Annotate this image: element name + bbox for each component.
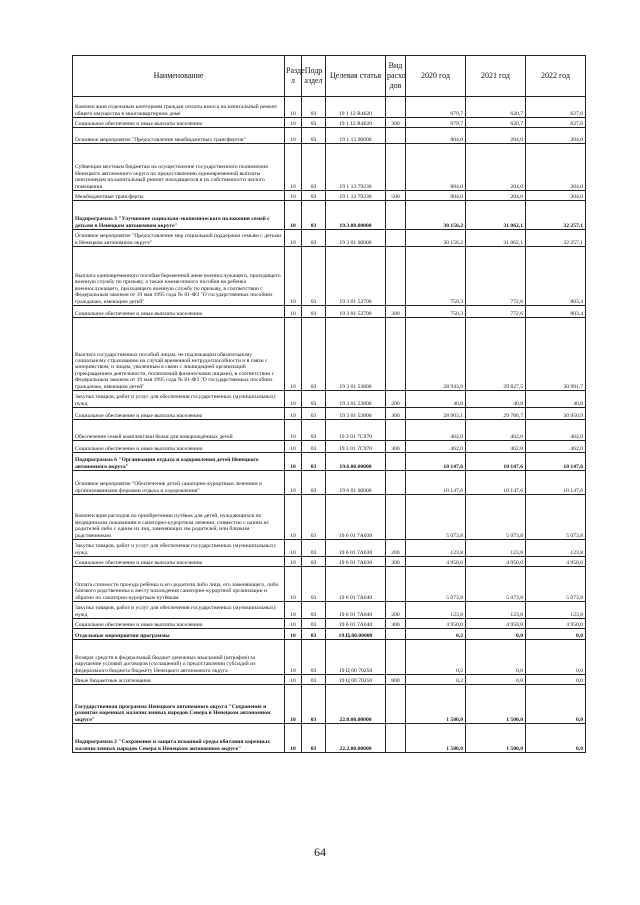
cell-2020: 804,0 <box>406 144 466 191</box>
cell-celevaya: 19 3 01 52700 <box>326 306 386 318</box>
cell-razdel: 10 <box>285 318 302 391</box>
cell-2020: 0,2 <box>406 629 466 640</box>
cell-2021: 204,0 <box>466 191 526 201</box>
cell-name: Субвенции местным бюджетам на осуществление государственного полномочия Ненецкого автономного округа по предоставлению единовременной выплаты пенсионерам на капитальный ремонт находящегося в их собственности жилого помещения <box>73 144 285 191</box>
table-body <box>73 97 586 753</box>
cell-vid <box>386 144 406 191</box>
cell-2021: 4 950,0 <box>466 557 526 567</box>
cell-celevaya: 19 3 01 53800 <box>326 318 386 391</box>
cell-name: Обеспечение семей комплектами белья для новорождённых детей <box>73 420 285 441</box>
table-row <box>73 247 586 306</box>
cell-celevaya: 19 6 01 7А030 <box>326 540 386 557</box>
cell-name: Закупка товаров, работ и услуг для обеспечения государственных (муниципальных) нужд <box>73 602 285 619</box>
cell-podrazdel: 03 <box>302 495 326 540</box>
cell-vid: 300 <box>386 306 406 318</box>
cell-2020: 979,7 <box>406 97 466 118</box>
cell-vid <box>386 724 406 753</box>
cell-vid <box>386 471 406 495</box>
cell-razdel: 10 <box>285 557 302 567</box>
cell-2022: 40,8 <box>526 391 586 408</box>
cell-2020: 750,3 <box>406 306 466 318</box>
table-row <box>73 191 586 201</box>
table-row <box>73 318 586 391</box>
cell-celevaya: 19.6.00.00000 <box>326 453 386 471</box>
cell-name: Социальное обеспечение и иные выплаты населению <box>73 306 285 318</box>
table-row <box>73 306 586 318</box>
cell-name: Выплата государственных пособий лицам, не подлежащим обязательному социальному страхованию на случай временной нетрудоспособности и в связи с материнством, и лицам, уволенным в связи с ликвидацией организаций (прекращением деятельности, полномочий физическими лицами), в соответствии с Федеральным законом от 19 мая 1995 года № 81-ФЗ "О государственных пособиях гражданам, имеющим детей" <box>73 318 285 391</box>
cell-podrazdel: 03 <box>302 201 326 230</box>
cell-vid: 200 <box>386 540 406 557</box>
cell-podrazdel: 03 <box>302 602 326 619</box>
cell-2022: 0,0 <box>526 629 586 640</box>
cell-name: Компенсация расходов по приобретению путёвок для детей, нуждающихся по медицинским показаниям в санаторно-курортном лечении, совместно с одним из родителей либо с одним из лиц, заменяющих им родителей, или близким родственником <box>73 495 285 540</box>
cell-2022: 4 950,0 <box>526 557 586 567</box>
cell-2020: 123,8 <box>406 602 466 619</box>
cell-2020: 804,0 <box>406 191 466 201</box>
cell-podrazdel: 03 <box>302 471 326 495</box>
cell-name: Социальное обеспечение и иные выплаты населению <box>73 408 285 420</box>
cell-razdel: 10 <box>285 453 302 471</box>
cell-2021: 0,0 <box>466 675 526 685</box>
cell-2022: 0,0 <box>526 685 586 724</box>
table-row <box>73 391 586 408</box>
col-header-2021: 2021 год <box>466 56 526 97</box>
cell-2020: 1 500,0 <box>406 724 466 753</box>
cell-2021: 462,0 <box>466 420 526 441</box>
cell-2020: 40,8 <box>406 391 466 408</box>
cell-celevaya: 19 6 01 00000 <box>326 471 386 495</box>
cell-name: Основное мероприятие "Предоставление мер социальной поддержки семьям с детьми в Ненецком автономном округе" <box>73 230 285 247</box>
cell-vid: 800 <box>386 675 406 685</box>
cell-razdel: 10 <box>285 420 302 441</box>
cell-2022: 803,4 <box>526 247 586 306</box>
cell-2021: 5 073,8 <box>466 495 526 540</box>
cell-2021: 772,6 <box>466 306 526 318</box>
budget-table <box>72 55 586 753</box>
table-row <box>73 201 586 230</box>
cell-name: Иные бюджетные ассигнования <box>73 675 285 685</box>
table-header-row <box>73 56 586 97</box>
cell-podrazdel: 03 <box>302 453 326 471</box>
cell-2022: 32 257,1 <box>526 201 586 230</box>
cell-razdel: 10 <box>285 602 302 619</box>
cell-podrazdel: 03 <box>302 306 326 318</box>
cell-celevaya: 19 Ц 00 70250 <box>326 675 386 685</box>
cell-2020: 28 943,9 <box>406 318 466 391</box>
cell-2021: 620,7 <box>466 118 526 128</box>
cell-razdel: 10 <box>285 118 302 128</box>
cell-2020: 10 147,6 <box>406 471 466 495</box>
cell-2022: 123,8 <box>526 602 586 619</box>
cell-podrazdel: 03 <box>302 420 326 441</box>
cell-2020: 30 156,2 <box>406 201 466 230</box>
cell-2021: 772,6 <box>466 247 526 306</box>
cell-podrazdel: 03 <box>302 629 326 640</box>
cell-2022: 30 991,7 <box>526 318 586 391</box>
cell-2022: 0,0 <box>526 640 586 675</box>
cell-celevaya: 19.3.00.00000 <box>326 201 386 230</box>
cell-podrazdel: 03 <box>302 191 326 201</box>
table-row <box>73 724 586 753</box>
cell-podrazdel: 03 <box>302 230 326 247</box>
table-row <box>73 675 586 685</box>
cell-razdel: 10 <box>285 247 302 306</box>
cell-2021: 0,0 <box>466 640 526 675</box>
cell-2020: 5 073,8 <box>406 567 466 602</box>
cell-vid <box>386 629 406 640</box>
cell-2022: 204,0 <box>526 144 586 191</box>
cell-celevaya: 19 6 01 7А030 <box>326 495 386 540</box>
cell-podrazdel: 03 <box>302 318 326 391</box>
table-row <box>73 557 586 567</box>
cell-vid <box>386 247 406 306</box>
cell-2022: 10 147,6 <box>526 453 586 471</box>
cell-2020: 750,3 <box>406 247 466 306</box>
cell-celevaya: 19 3 01 52700 <box>326 247 386 306</box>
cell-2020: 4 950,0 <box>406 557 466 567</box>
cell-2021: 29 827,5 <box>466 318 526 391</box>
cell-razdel: 10 <box>285 306 302 318</box>
cell-name: Межбюджетные трансферты <box>73 191 285 201</box>
cell-celevaya: 19 3 01 7С970 <box>326 420 386 441</box>
table-row <box>73 441 586 453</box>
table-row <box>73 495 586 540</box>
cell-celevaya: 22.0.00.00000 <box>326 685 386 724</box>
cell-podrazdel: 03 <box>302 685 326 724</box>
cell-podrazdel: 03 <box>302 567 326 602</box>
table-row <box>73 144 586 191</box>
cell-2022: 32 257,1 <box>526 230 586 247</box>
cell-name: Выплата единовременного пособия беременной жене военнослужащего, проходящего военную службу по призыву, а также ежемесячного пособия на ребенка военнослужащего, проходящего военную службу по призыву, в соответствии с Федеральным законом от 19 мая 1995 года № 81-ФЗ "О государственных пособиях гражданам, имеющим детей" <box>73 247 285 306</box>
col-header-celevaya: Целевая статья <box>326 56 386 97</box>
table-row <box>73 540 586 557</box>
cell-vid: 300 <box>386 441 406 453</box>
cell-podrazdel: 03 <box>302 675 326 685</box>
cell-vid: 300 <box>386 408 406 420</box>
cell-2020: 0,2 <box>406 675 466 685</box>
cell-2022: 204,0 <box>526 191 586 201</box>
cell-razdel: 10 <box>285 97 302 118</box>
cell-podrazdel: 03 <box>302 118 326 128</box>
table-row <box>73 640 586 675</box>
cell-vid: 300 <box>386 118 406 128</box>
cell-celevaya: 19 3 01 53800 <box>326 408 386 420</box>
cell-vid <box>386 567 406 602</box>
cell-name: Основное мероприятие "Обеспечение детей санаторно-курортным лечением и организованными формами отдыха и оздоровления" <box>73 471 285 495</box>
cell-razdel: 10 <box>285 230 302 247</box>
cell-celevaya: 19 3 01 00000 <box>326 230 386 247</box>
cell-name: Компенсация отдельным категориям граждан оплаты взноса на капитальный ремонт общего имущества в многоквартирном доме <box>73 97 285 118</box>
cell-celevaya: 19.Ц.00.00000 <box>326 629 386 640</box>
cell-2021: 4 950,0 <box>466 619 526 629</box>
cell-razdel: 10 <box>285 495 302 540</box>
cell-vid: 500 <box>386 191 406 201</box>
cell-name: Социальное обеспечение и иные выплаты населению <box>73 441 285 453</box>
cell-name: Подпрограмма 3 "Улучшение социально-экономического положения семей с детьми в Ненецком автономном округе" <box>73 201 285 230</box>
cell-razdel: 10 <box>285 144 302 191</box>
cell-2020: 123,8 <box>406 540 466 557</box>
cell-podrazdel: 03 <box>302 724 326 753</box>
page-number: 64 <box>314 845 326 859</box>
cell-2021: 123,8 <box>466 602 526 619</box>
cell-2020: 462,0 <box>406 420 466 441</box>
table-row <box>73 408 586 420</box>
cell-vid <box>386 230 406 247</box>
table-row <box>73 567 586 602</box>
table-row <box>73 97 586 118</box>
cell-name: Социальное обеспечение и иные выплаты населению <box>73 619 285 629</box>
cell-2022: 5 073,8 <box>526 567 586 602</box>
cell-name: Подпрограмма 6 "Организация отдыха и оздоровления детей Ненецкого автономного округа" <box>73 453 285 471</box>
cell-vid <box>386 453 406 471</box>
cell-razdel: 10 <box>285 391 302 408</box>
cell-razdel: 10 <box>285 441 302 453</box>
table-row <box>73 118 586 128</box>
cell-razdel: 10 <box>285 629 302 640</box>
cell-2020: 30 156,2 <box>406 230 466 247</box>
cell-celevaya: 19 1 13 00000 <box>326 128 386 144</box>
cell-name: Социальное обеспечение и иные выплаты населению <box>73 118 285 128</box>
table-row <box>73 685 586 724</box>
table-row <box>73 453 586 471</box>
cell-celevaya: 19 6 01 7А040 <box>326 602 386 619</box>
cell-razdel: 10 <box>285 191 302 201</box>
cell-2021: 0,0 <box>466 629 526 640</box>
cell-2021: 40,8 <box>466 391 526 408</box>
cell-2020: 979,7 <box>406 118 466 128</box>
cell-vid <box>386 420 406 441</box>
col-header-vid: Вид расхо дов <box>386 56 406 97</box>
cell-2021: 10 147,6 <box>466 471 526 495</box>
cell-2021: 1 500,0 <box>466 724 526 753</box>
cell-vid: 200 <box>386 391 406 408</box>
cell-podrazdel: 03 <box>302 144 326 191</box>
cell-razdel: 10 <box>285 540 302 557</box>
cell-celevaya: 19 Ц 00 70250 <box>326 640 386 675</box>
cell-vid <box>386 318 406 391</box>
cell-podrazdel: 03 <box>302 557 326 567</box>
cell-razdel: 10 <box>285 471 302 495</box>
cell-2022: 803,4 <box>526 306 586 318</box>
cell-celevaya: 19 1 12 R4620 <box>326 97 386 118</box>
table-row <box>73 629 586 640</box>
cell-podrazdel: 03 <box>302 540 326 557</box>
cell-2021: 620,7 <box>466 97 526 118</box>
col-header-podrazdel: Подр аздел <box>302 56 326 97</box>
cell-2021: 204,0 <box>466 128 526 144</box>
cell-2021: 31 062,1 <box>466 230 526 247</box>
cell-celevaya: 19 1 13 79230 <box>326 144 386 191</box>
cell-2022: 10 147,6 <box>526 471 586 495</box>
cell-name: Подпрограмма 2 "Сохранение и защита исконной среды обитания коренных малочисленных народов Севера в Ненецком автономном округе" <box>73 724 285 753</box>
cell-2021: 29 786,7 <box>466 408 526 420</box>
cell-2020: 0,2 <box>406 640 466 675</box>
cell-2022: 627,6 <box>526 97 586 118</box>
cell-2020: 10 147,6 <box>406 453 466 471</box>
cell-celevaya: 22.2.00.00000 <box>326 724 386 753</box>
cell-podrazdel: 03 <box>302 97 326 118</box>
cell-celevaya: 19 1 12 R4620 <box>326 118 386 128</box>
cell-vid <box>386 97 406 118</box>
cell-razdel: 10 <box>285 128 302 144</box>
cell-2022: 627,6 <box>526 118 586 128</box>
cell-2022: 5 073,8 <box>526 495 586 540</box>
cell-celevaya: 19 1 13 79230 <box>326 191 386 201</box>
table-row <box>73 420 586 441</box>
table-row <box>73 619 586 629</box>
cell-celevaya: 19 3 01 7С970 <box>326 441 386 453</box>
cell-2021: 5 073,8 <box>466 567 526 602</box>
cell-2022: 462,0 <box>526 441 586 453</box>
cell-razdel: 10 <box>285 724 302 753</box>
cell-2020: 28 903,1 <box>406 408 466 420</box>
col-header-2020: 2020 год <box>406 56 466 97</box>
cell-celevaya: 19 6 01 7А040 <box>326 567 386 602</box>
cell-podrazdel: 03 <box>302 619 326 629</box>
cell-2020: 4 950,0 <box>406 619 466 629</box>
cell-vid: 200 <box>386 602 406 619</box>
table-row <box>73 230 586 247</box>
cell-vid: 300 <box>386 619 406 629</box>
cell-name: Закупка товаров, работ и услуг для обеспечения государственных (муниципальных) нужд <box>73 540 285 557</box>
cell-razdel: 10 <box>285 675 302 685</box>
cell-name: Закупка товаров, работ и услуг для обеспечения государственных (муниципальных) нужд <box>73 391 285 408</box>
cell-podrazdel: 03 <box>302 391 326 408</box>
cell-podrazdel: 03 <box>302 247 326 306</box>
cell-2022: 0,0 <box>526 675 586 685</box>
cell-vid <box>386 685 406 724</box>
cell-2021: 462,0 <box>466 441 526 453</box>
cell-razdel: 10 <box>285 619 302 629</box>
cell-podrazdel: 03 <box>302 640 326 675</box>
cell-vid <box>386 201 406 230</box>
cell-name: Оплата стоимости проезда ребёнка и его родителя либо лица, его заменяющего, либо близкого родственника к месту нахождения санаторно-курортной организации и обратно по санаторно-курортным путёвкам <box>73 567 285 602</box>
cell-razdel: 10 <box>285 408 302 420</box>
col-header-razdel: Разде л <box>285 56 302 97</box>
cell-name: Отдельные мероприятия программы <box>73 629 285 640</box>
cell-2022: 30 950,9 <box>526 408 586 420</box>
table-row <box>73 471 586 495</box>
cell-razdel: 10 <box>285 640 302 675</box>
budget-table-page <box>72 55 585 753</box>
cell-2022: 4 950,0 <box>526 619 586 629</box>
cell-vid <box>386 640 406 675</box>
cell-name: Основное мероприятие "Предоставление межбюджетных трансфертов" <box>73 128 285 144</box>
cell-podrazdel: 03 <box>302 441 326 453</box>
col-header-name: Наименование <box>73 56 285 97</box>
cell-2021: 123,8 <box>466 540 526 557</box>
cell-celevaya: 19 6 01 7А030 <box>326 557 386 567</box>
cell-2021: 31 062,1 <box>466 201 526 230</box>
cell-podrazdel: 03 <box>302 408 326 420</box>
cell-name: Возврат средств в федеральный бюджет денежных взысканий (штрафов) за нарушение условий договоров (соглашений) о предоставлении субсидий из федерального бюджета бюджету Ненецкого автономного округа <box>73 640 285 675</box>
cell-2021: 204,0 <box>466 144 526 191</box>
cell-celevaya: 19 6 01 7А040 <box>326 619 386 629</box>
cell-2022: 0,0 <box>526 724 586 753</box>
table-row <box>73 602 586 619</box>
cell-razdel: 10 <box>285 567 302 602</box>
cell-celevaya: 19 3 01 53800 <box>326 391 386 408</box>
col-header-2022: 2022 год <box>526 56 586 97</box>
cell-2020: 462,0 <box>406 441 466 453</box>
cell-2021: 10 147,6 <box>466 453 526 471</box>
table-row <box>73 128 586 144</box>
cell-2022: 462,0 <box>526 420 586 441</box>
cell-vid <box>386 495 406 540</box>
cell-2022: 123,8 <box>526 540 586 557</box>
cell-podrazdel: 03 <box>302 128 326 144</box>
cell-2020: 1 500,0 <box>406 685 466 724</box>
cell-vid <box>386 128 406 144</box>
cell-2020: 804,0 <box>406 128 466 144</box>
cell-name: Государственная программа Ненецкого автономного округа "Сохранение и развитие коренных малочисленных народов Севера в Ненецком автономном округе" <box>73 685 285 724</box>
cell-2021: 1 500,0 <box>466 685 526 724</box>
cell-vid: 300 <box>386 557 406 567</box>
cell-razdel: 10 <box>285 685 302 724</box>
cell-name: Социальное обеспечение и иные выплаты населению <box>73 557 285 567</box>
cell-razdel: 10 <box>285 201 302 230</box>
cell-2022: 204,0 <box>526 128 586 144</box>
cell-2020: 5 073,8 <box>406 495 466 540</box>
